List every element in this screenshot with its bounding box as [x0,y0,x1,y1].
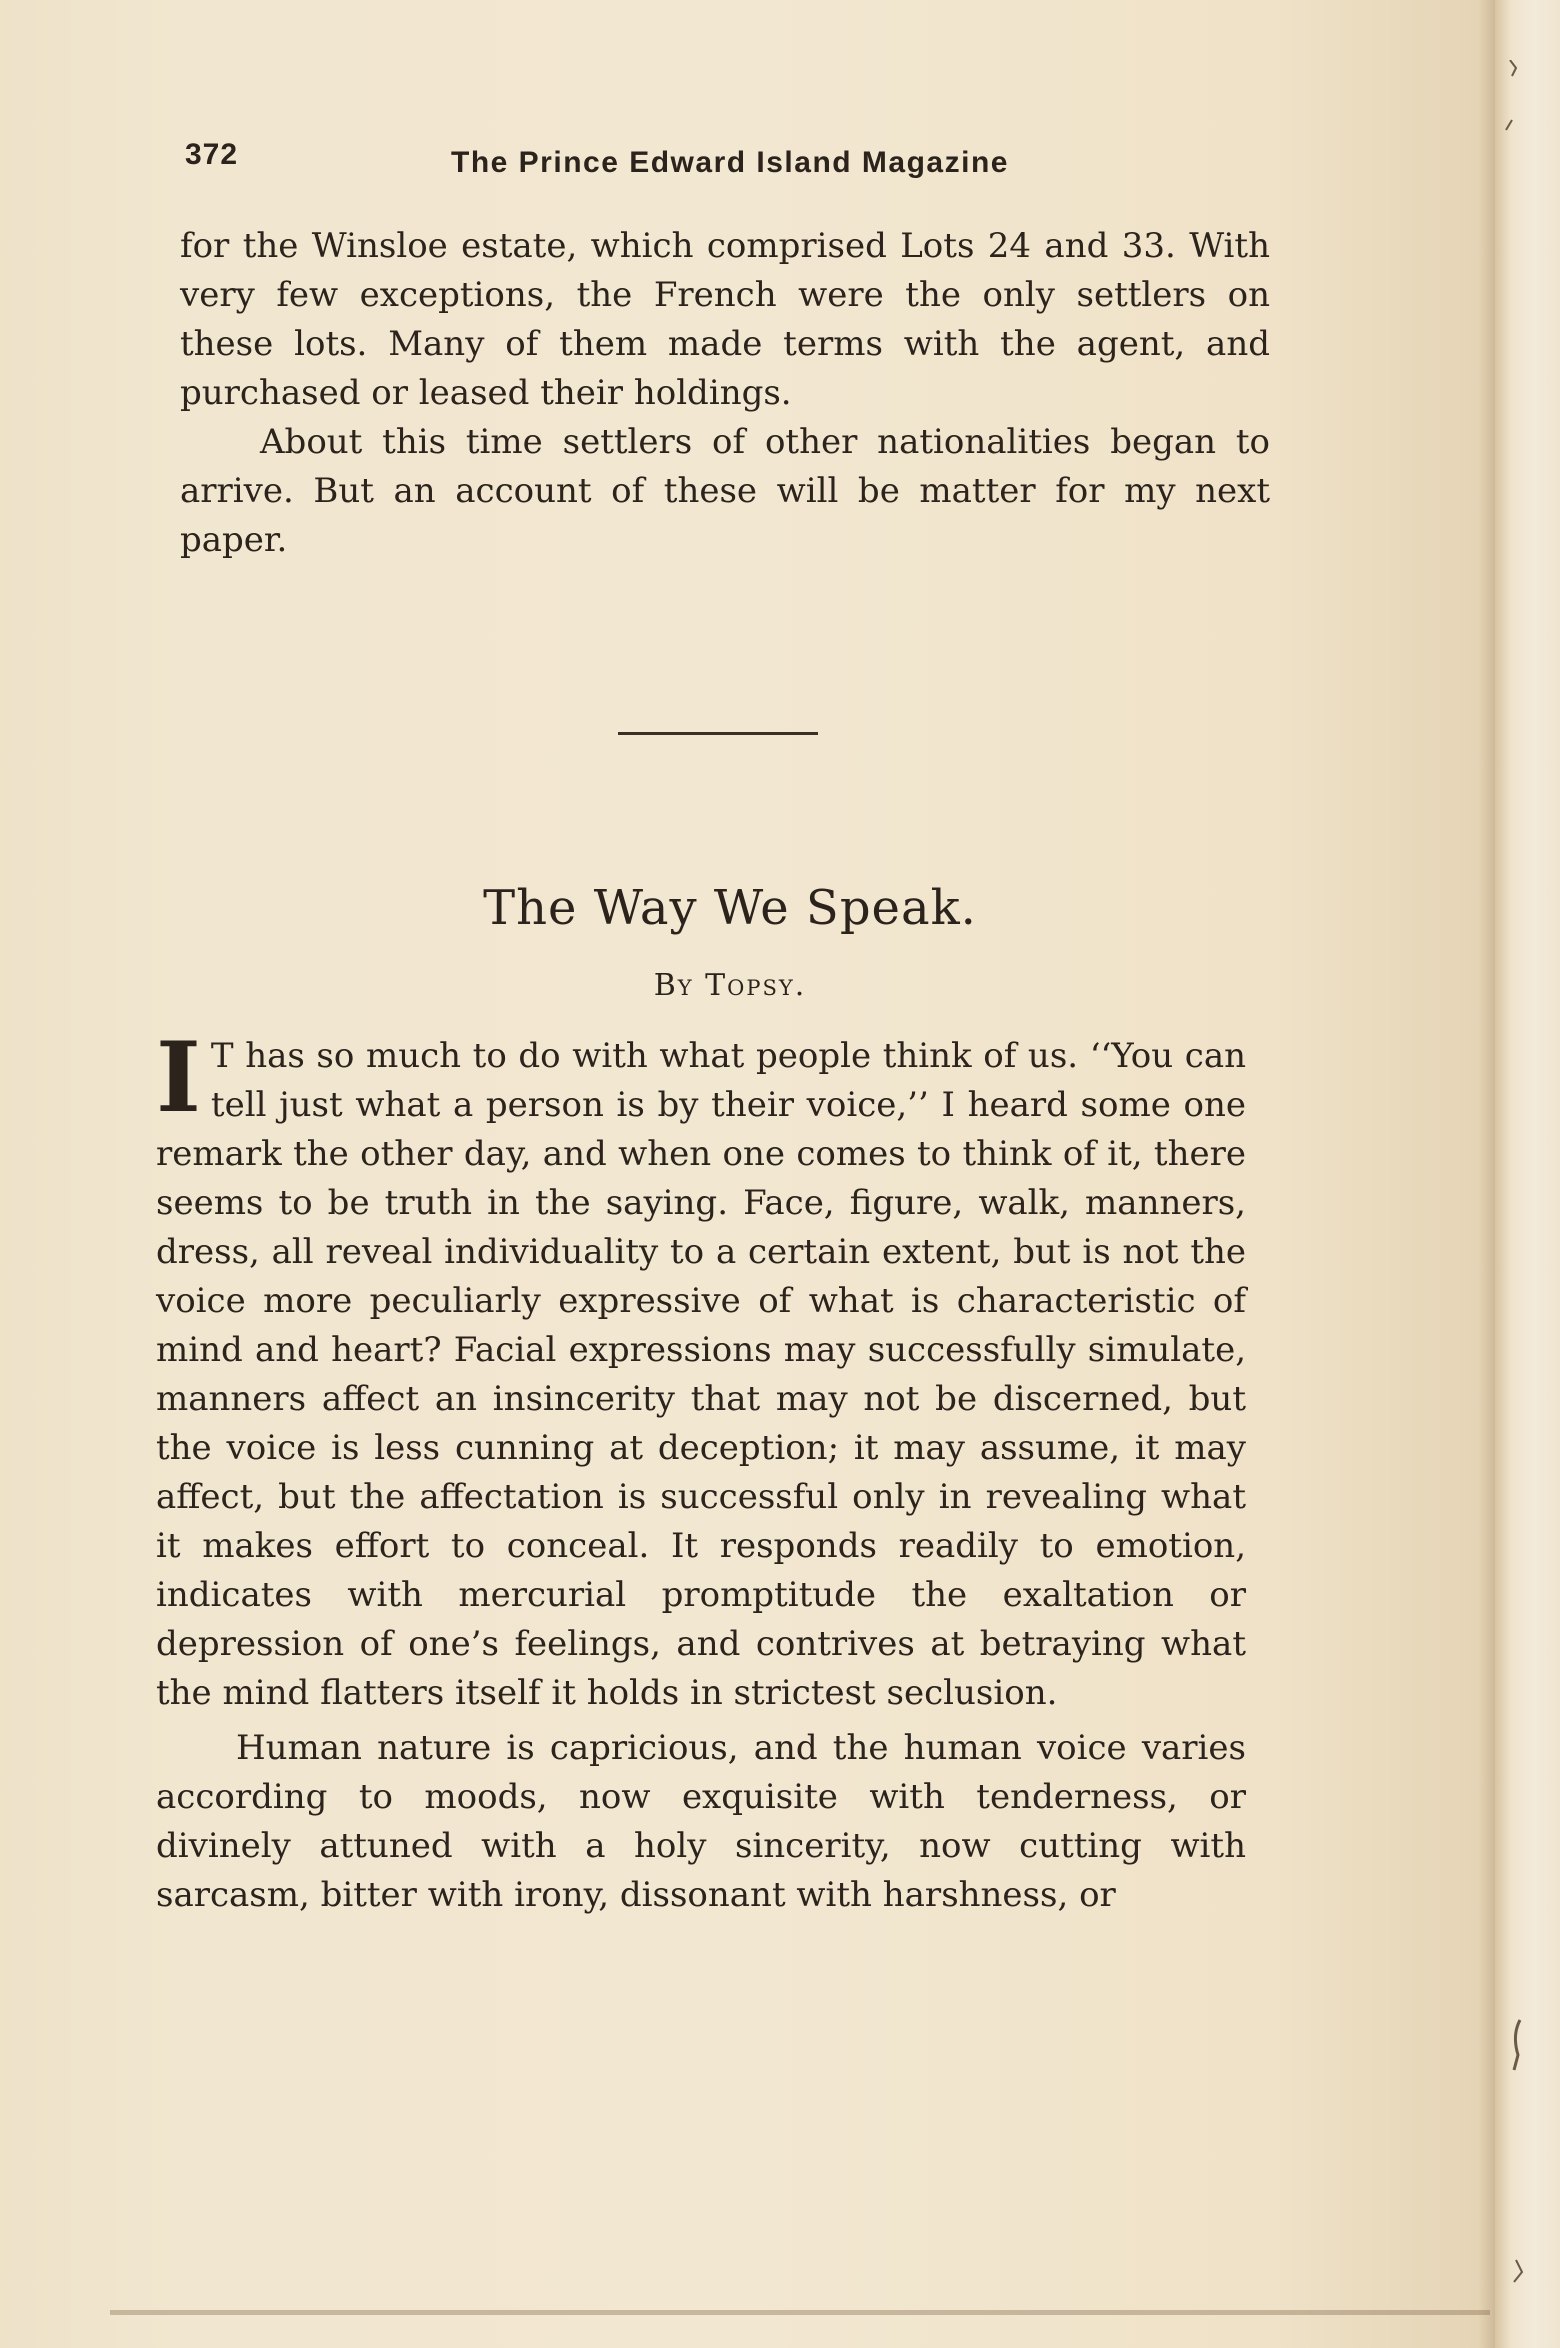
article-body [156,1021,1246,1920]
article-byline: By Topsy. [653,968,807,1003]
binding-mark [1506,120,1512,130]
running-head [185,138,1445,188]
binding-mark [1510,60,1516,76]
binding-marks [1502,60,1542,2310]
drop-cap: I [156,1021,201,1134]
article-title: The Way We Speak. [483,880,977,936]
paragraph-text: T has so much to do with what people think of us. ‘‘You can tell just what a person is by their voice,’’ I heard some one remark the other day, and when one comes to think of it, there seems to be truth in the saying. Face, figure, walk, manners, dress, all reveal individuality to a certain extent, but is not the voice more peculiarly expressive of what is characteristic of mind and heart? Facial expressions may successfully simulate, manners affect an insincerity that may not be discerned, but the voice is less cunning at deception; it may assume, it may affect, but the affectation is successful only in revealing what it makes effort to conceal. It responds readily to emotion, indicates with mercurial promptitude the exaltation or depression of one’s feelings, and contrives at betraying what the mind flatters itself it holds in strictest seclusion. [156,1036,1246,1713]
page-number: 372 [185,138,239,171]
binding-mark [1514,2260,1522,2282]
paragraph: About this time settlers of other nationalities began to arrive. But an account of these will be matter for my next paper. [180,422,1270,560]
section-divider [618,732,818,735]
previous-article-text [180,222,1270,565]
magazine-title: The Prince Edward Island Magazine [451,146,1009,179]
page-gutter-shadow [1478,0,1496,2348]
paragraph: for the Winsloe estate, which comprised Lots 24 and 33. With very few exceptions, the French were the only settlers on these lots. Many of them made terms with the agent, and purchased or leased their holdings. [180,226,1270,413]
page-bottom-edge [110,2310,1490,2315]
paragraph: Human nature is capricious, and the human voice varies according to moods, now exquisite with tenderness, or divinely attuned with a holy sincerity, now cutting with sarcasm, bitter with irony, dissonant with harshness, or [156,1728,1246,1915]
binding-mark [1514,2020,1520,2070]
paragraph [156,1021,1246,1718]
